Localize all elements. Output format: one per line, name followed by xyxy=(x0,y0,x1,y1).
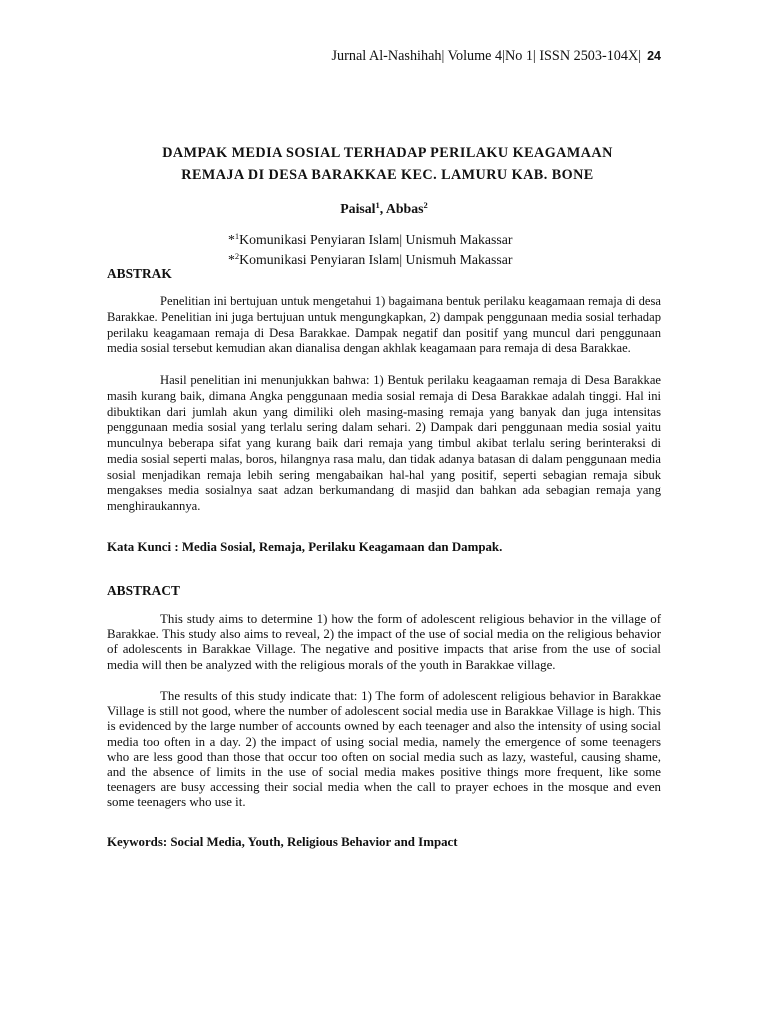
author-name: Paisal xyxy=(340,201,376,216)
abstrak-paragraph: Hasil penelitian ini menunjukkan bahwa: 1) Bentuk perilaku keagaaman remaja di Desa Barakkae masih kurang baik, dimana Angka penggunaan media sosial remaja di Desa Barakkae adalah tinggi. Hal ini dibuktikan dari jumlah akun yang dimiliki oleh masing-masing remaja yang banyak dan juga intensitas penggunaan media sosial yang terlalu sering dalam sehari. 2) Dampak dari penggunaan media sosial yaitu munculnya beberapa sifat yang kurang baik dari remaja yang timbul akibat terlalu sering berinteraksi di media sosial seperti malas, boros, hilangnya rasa malu, dan tidak adanya batasan di dalam penggunaan media sosial menjadikan remaja lebih sering mengabaikan hal-hal yang positif, seperti sebagian remaja sibuk mengakses media sosialnya saat adzan berkumandang di masjid dan bahkan ada sebagian remaja yang menghiraukannya. xyxy=(107,373,661,513)
affiliation-number: 2 xyxy=(234,251,240,261)
running-header xyxy=(332,46,661,66)
keywords: Keywords: Social Media, Youth, Religious Behavior and Impact xyxy=(107,835,458,849)
author-list xyxy=(0,199,768,219)
abstrak-paragraph: Penelitian ini bertujuan untuk mengetahui 1) bagaimana bentuk perilaku keagamaan remaja di desa Barakkae. Penelitian ini juga bertujuan untuk mengungkapkan, 2) dampak penggunaan media sosial terhadap perilaku keagamaan remaja di Desa Barakkae. Dampak negatif dan positif yang muncul dari penggunaan media sosial tersebut kemudian akan dianalisa dengan akhlak keagamaan para remaja di desa Barakkae. xyxy=(107,294,661,356)
affiliation-text: Komunikasi Penyiaran Islam| Unismuh Makassar xyxy=(239,232,513,247)
abstract-paragraph: This study aims to determine 1) how the form of adolescent religious behavior in the village of Barakkae. This study also aims to reveal, 2) the impact of the use of social media on the religious behavior of adolescents in Barakkae Village. The negative and positive impacts that arise from the use of social media will then be analyzed with the religious morals of the youth in Barakkae village. xyxy=(107,612,661,672)
journal-info: Jurnal Al-Nashihah| Volume 4|No 1| ISSN 2503-104X| xyxy=(331,48,642,64)
title-line-1: DAMPAK MEDIA SOSIAL TERHADAP PERILAKU KEAGAMAAN xyxy=(162,145,613,161)
affiliation-list xyxy=(228,230,512,270)
author-separator: , xyxy=(379,201,386,216)
author-affiliation-mark: 2 xyxy=(423,200,428,210)
title-line-2: REMAJA DI DESA BARAKKAE KEC. LAMURU KAB. BONE xyxy=(181,167,594,183)
author-affiliation-mark: 1 xyxy=(375,200,380,210)
affiliation-asterisk: * xyxy=(228,252,235,267)
abstract-paragraph: The results of this study indicate that: 1) The form of adolescent religious behavior in Barakkae Village is still not good, where the number of adolescent social media use in Barakkae Village is high. This is evidenced by the large number of accounts owned by each teenager and also the intensity of using social media too often in a day. 2) the impact of using social media, namely the emergence of some teenagers who are less good than those that occur too often on social media such as lazy, wasteful, causing shame, and the absence of limits in the use of social media makes positive things more frequent, like some teenagers are busy accessing their social media when the call to prayer echoes in the mosque and even some teenagers who use it. xyxy=(107,689,661,810)
abstract-heading: ABSTRACT xyxy=(107,583,180,598)
affiliation xyxy=(228,230,512,250)
affiliation-number: 1 xyxy=(234,231,240,241)
affiliation-asterisk: * xyxy=(228,232,235,247)
kata-kunci: Kata Kunci : Media Sosial, Remaja, Perilaku Keagamaan dan Dampak. xyxy=(107,540,503,554)
author-name: Abbas xyxy=(385,201,424,216)
affiliation xyxy=(228,250,512,270)
abstrak-heading: ABSTRAK xyxy=(107,266,172,281)
affiliation-text: Komunikasi Penyiaran Islam| Unismuh Makassar xyxy=(239,252,513,267)
page-number: 24 xyxy=(647,49,661,63)
article-title xyxy=(100,142,675,186)
